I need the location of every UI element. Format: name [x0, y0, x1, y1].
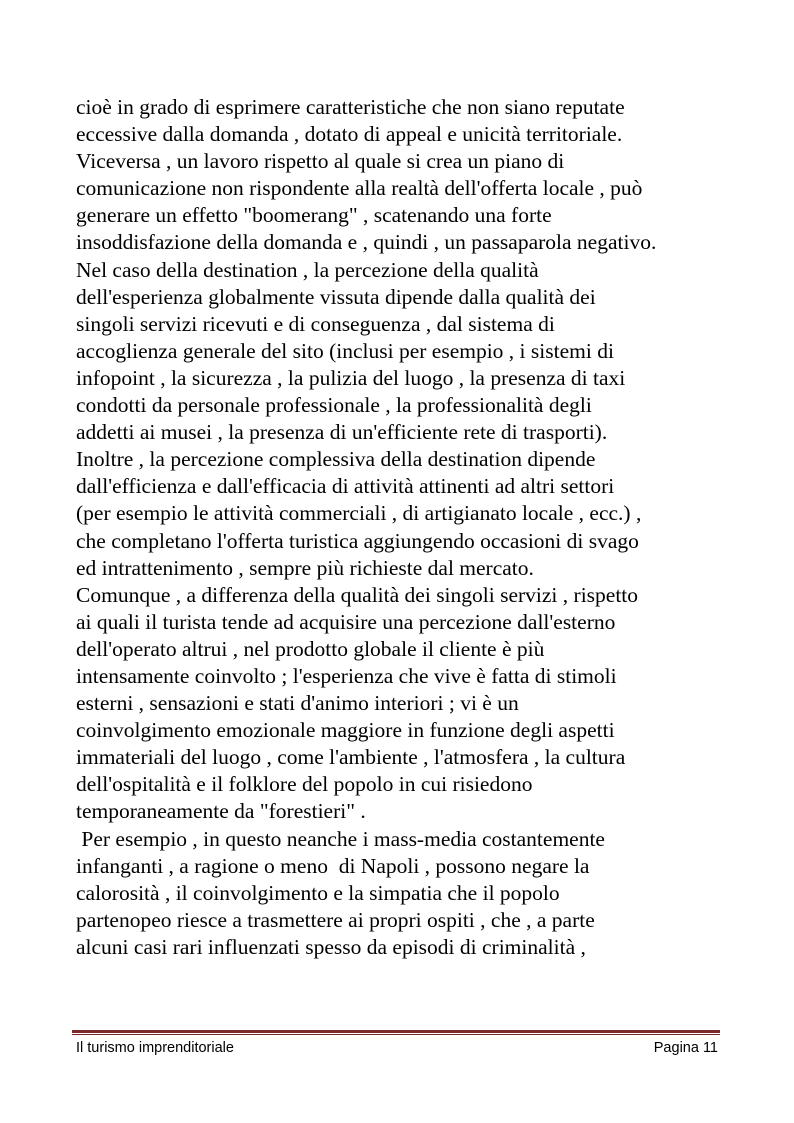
text-line: generare un effetto "boomerang" , scatenando una forte	[76, 203, 552, 228]
text-line: addetti ai musei , la presenza di un'efficiente rete di trasporti).	[76, 420, 608, 445]
body-text	[76, 94, 736, 961]
page-number: Pagina 11	[653, 1040, 718, 1056]
page-footer	[76, 1040, 718, 1056]
text-line: dell'esperienza globalmente vissuta dipende dalla qualità dei	[76, 284, 596, 309]
text-line: ai quali il turista tende ad acquisire una percezione dall'esterno	[76, 609, 616, 634]
text-line: dall'efficienza e dall'efficacia di attività attinenti ad altri settori	[76, 474, 615, 499]
text-line: Nel caso della destination , la percezione della qualità	[76, 257, 539, 282]
text-line: Inoltre , la percezione complessiva della destination dipende	[76, 447, 596, 472]
text-line: intensamente coinvolto ; l'esperienza che vive è fatta di stimoli	[76, 663, 617, 688]
text-line: Viceversa , un lavoro rispetto al quale si crea un piano di	[76, 149, 565, 174]
text-line: accoglienza generale del sito (inclusi per esempio , i sistemi di	[76, 338, 614, 363]
text-line: Comunque , a differenza della qualità dei singoli servizi , rispetto	[76, 582, 639, 607]
text-line: cioè in grado di esprimere caratteristiche che non siano reputate	[76, 95, 625, 119]
footer-divider	[72, 1030, 720, 1035]
text-line: temporaneamente da "forestieri" .	[76, 799, 366, 824]
text-line: insoddisfazione della domanda e , quindi , un passaparola negativo.	[76, 230, 657, 255]
footer-title: Il turismo imprenditoriale	[76, 1040, 234, 1056]
text-line: calorosità , il coinvolgimento e la simpatia che il popolo	[76, 880, 560, 905]
text-line: che completano l'offerta turistica aggiungendo occasioni di svago	[76, 528, 639, 553]
text-line: Per esempio , in questo neanche i mass-media costantemente	[76, 826, 605, 851]
text-line: comunicazione non rispondente alla realtà dell'offerta locale , può	[76, 176, 643, 201]
text-line: coinvolgimento emozionale maggiore in funzione degli aspetti	[76, 718, 615, 743]
text-line: (per esempio le attività commerciali , di artigianato locale , ecc.) ,	[76, 501, 642, 526]
text-line: singoli servizi ricevuti e di conseguenza , dal sistema di	[76, 311, 555, 336]
text-line: eccessive dalla domanda , dotato di appeal e unicità territoriale.	[76, 122, 623, 147]
text-line: infanganti , a ragione o meno di Napoli , possono negare la	[76, 853, 590, 878]
text-line: esterni , sensazioni e stati d'animo interiori ; vi è un	[76, 691, 519, 716]
text-line: condotti da personale professionale , la professionalità degli	[76, 393, 592, 418]
text-line: immateriali del luogo , come l'ambiente , l'atmosfera , la cultura	[76, 745, 626, 770]
text-line: ed intrattenimento , sempre più richieste dal mercato.	[76, 555, 534, 580]
text-line: dell'ospitalità e il folklore del popolo in cui risiedono	[76, 772, 533, 797]
text-line: infopoint , la sicurezza , la pulizia del luogo , la presenza di taxi	[76, 365, 626, 390]
text-line: dell'operato altrui , nel prodotto globale il cliente è più	[76, 636, 545, 661]
text-line: partenopeo riesce a trasmettere ai propri ospiti , che , a parte	[76, 907, 595, 932]
text-line: alcuni casi rari influenzati spesso da episodi di criminalità ,	[76, 934, 586, 959]
